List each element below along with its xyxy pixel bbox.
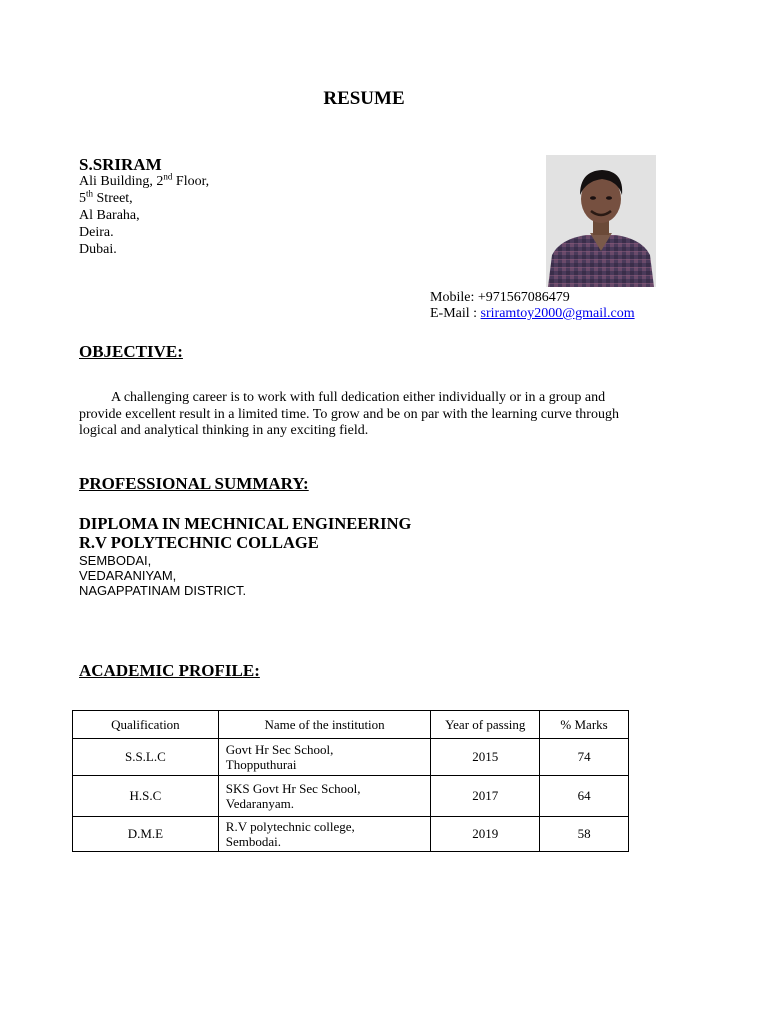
college-place-line-1: SEMBODAI, xyxy=(79,553,152,568)
institution-cell: Govt Hr Sec School, Thopputhurai xyxy=(218,739,431,776)
objective-text: A challenging career is to work with full dedication either individually or in a group and provide excellent result in a limited time. To grow and be on par with the learning curve through logical and analytical thinking in any exciting field. xyxy=(79,390,619,438)
year-cell: 2019 xyxy=(431,817,540,852)
column-header: Name of the institution xyxy=(218,711,431,739)
qualification-cell: D.M.E xyxy=(73,817,219,852)
column-header: Year of passing xyxy=(431,711,540,739)
table-row xyxy=(73,739,629,776)
address-line-4: Deira. xyxy=(79,225,114,240)
mobile-number: Mobile: +971567086479 xyxy=(430,290,570,305)
email-label: E-Mail : xyxy=(430,306,481,321)
course-title: DIPLOMA IN MECHNICAL ENGINEERING xyxy=(79,514,412,533)
email-link[interactable]: sriramtoy2000@gmail.com xyxy=(480,306,635,321)
qualification-cell: S.S.L.C xyxy=(73,739,219,776)
address-line-1: Ali Building, 2nd Floor, xyxy=(79,171,210,189)
professional-summary-heading: PROFESSIONAL SUMMARY: xyxy=(79,474,309,493)
college-name: R.V POLYTECHNIC COLLAGE xyxy=(79,533,319,552)
table-row xyxy=(73,776,629,817)
institution-cell: SKS Govt Hr Sec School, Vedaranyam. xyxy=(218,776,431,817)
year-cell: 2017 xyxy=(431,776,540,817)
college-place-line-2: VEDARANIYAM, xyxy=(79,568,177,583)
marks-cell: 58 xyxy=(540,817,629,852)
address-line-5: Dubai. xyxy=(79,242,117,257)
marks-cell: 64 xyxy=(540,776,629,817)
page-title: RESUME xyxy=(323,88,405,109)
table-header-row xyxy=(73,711,629,739)
year-cell: 2015 xyxy=(431,739,540,776)
candidate-name: S.SRIRAM xyxy=(79,155,162,174)
profile-photo-graphic xyxy=(546,155,656,287)
column-header: Qualification xyxy=(73,711,219,739)
qualification-cell: H.S.C xyxy=(73,776,219,817)
marks-cell: 74 xyxy=(540,739,629,776)
profile-photo xyxy=(546,155,656,287)
table-row xyxy=(73,817,629,852)
academic-table xyxy=(72,710,629,852)
column-header: % Marks xyxy=(540,711,629,739)
college-place-line-3: NAGAPPATINAM DISTRICT. xyxy=(79,583,247,598)
address-line-3: Al Baraha, xyxy=(79,208,140,223)
academic-profile-heading: ACADEMIC PROFILE: xyxy=(79,661,260,680)
email-line xyxy=(430,306,635,322)
address-line-2: 5th Street, xyxy=(79,188,133,206)
institution-cell: R.V polytechnic college, Sembodai. xyxy=(218,817,431,852)
objective-heading: OBJECTIVE: xyxy=(79,342,183,361)
